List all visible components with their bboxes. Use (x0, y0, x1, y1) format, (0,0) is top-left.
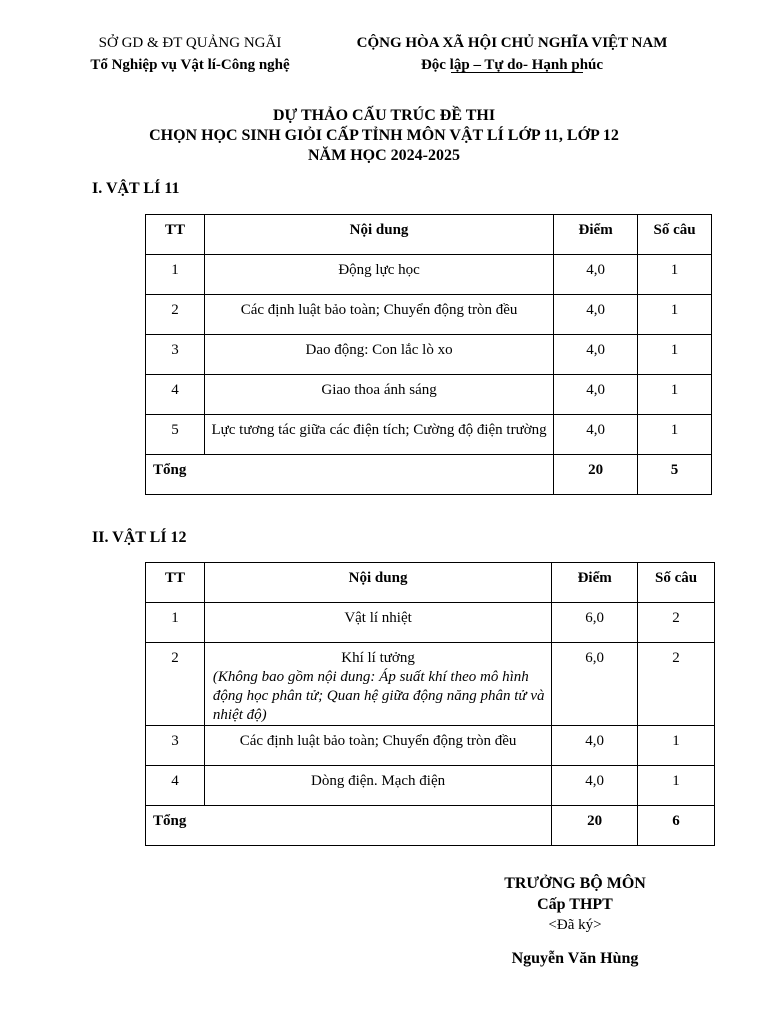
total-score: 20 (552, 806, 638, 846)
row-score: 4,0 (554, 255, 638, 295)
col-tt: TT (146, 563, 205, 603)
row-tt: 2 (146, 295, 205, 335)
row-count: 2 (638, 643, 715, 726)
table-total-row (146, 455, 712, 495)
header-right (322, 32, 702, 76)
table-physics-12 (145, 562, 715, 846)
row-tt: 1 (146, 255, 205, 295)
total-score: 20 (554, 455, 638, 495)
document-title (0, 106, 768, 166)
col-count: Số câu (638, 563, 715, 603)
signature-block (470, 873, 680, 969)
country-name: CỘNG HÒA XÃ HỘI CHỦ NGHĨA VIỆT NAM (356, 35, 668, 51)
row-content: Động lực học (204, 255, 553, 295)
col-content: Nội dung (204, 563, 551, 603)
group-name: Tổ Nghiệp vụ Vật lí-Công nghệ (90, 57, 290, 73)
row-score: 4,0 (554, 375, 638, 415)
table-header-row (146, 563, 715, 603)
row-count: 1 (638, 726, 715, 766)
header-left (60, 32, 320, 76)
row-content-cell (204, 643, 551, 726)
row-count: 1 (638, 255, 712, 295)
table-header-row (146, 215, 712, 255)
col-count: Số câu (638, 215, 712, 255)
row-count: 1 (638, 415, 712, 455)
col-score: Điểm (554, 215, 638, 255)
row-tt: 3 (146, 726, 205, 766)
section-1-heading: I. VẬT LÍ 11 (92, 180, 180, 197)
table-row (146, 726, 715, 766)
row-content: Các định luật bảo toàn; Chuyển động tròn đều (204, 295, 553, 335)
row-content: Vật lí nhiệt (204, 603, 551, 643)
table-row (146, 643, 715, 726)
row-tt: 4 (146, 375, 205, 415)
table-physics-11 (145, 214, 712, 495)
row-score: 4,0 (554, 415, 638, 455)
row-content: Dao động: Con lắc lò xo (204, 335, 553, 375)
table-row (146, 415, 712, 455)
table-total-row (146, 806, 715, 846)
table-row (146, 335, 712, 375)
table-row (146, 375, 712, 415)
motto: Độc lập – Tự do- Hạnh phúc (420, 57, 604, 73)
title-line-3: NĂM HỌC 2024-2025 (308, 147, 460, 164)
signer-level: Cấp THPT (537, 896, 613, 913)
row-count: 2 (638, 603, 715, 643)
signer-name: Nguyễn Văn Hùng (511, 950, 639, 967)
row-score: 4,0 (554, 335, 638, 375)
row-score: 4,0 (552, 766, 638, 806)
title-line-1: DỰ THẢO CẤU TRÚC ĐỀ THI (272, 107, 496, 124)
row-content: Giao thoa ánh sáng (204, 375, 553, 415)
row-score: 4,0 (552, 726, 638, 766)
table-row (146, 603, 715, 643)
signer-title: TRƯỞNG BỘ MÔN (504, 875, 646, 892)
total-label: Tổng (146, 455, 554, 495)
row-count: 1 (638, 375, 712, 415)
col-tt: TT (146, 215, 205, 255)
total-count: 6 (638, 806, 715, 846)
section-2-heading: II. VẬT LÍ 12 (92, 529, 187, 546)
table-row (146, 255, 712, 295)
col-score: Điểm (552, 563, 638, 603)
total-count: 5 (638, 455, 712, 495)
row-note: (Không bao gồm nội dung: Áp suất khí theo mô hình động học phân tử; Quan hệ giữa động năng phân tử và nhiệt độ) (212, 669, 545, 723)
row-tt: 4 (146, 766, 205, 806)
row-tt: 3 (146, 335, 205, 375)
table-row (146, 295, 712, 335)
title-line-2: CHỌN HỌC SINH GIỎI CẤP TỈNH MÔN VẬT LÍ LỚP 11, LỚP 12 (149, 127, 619, 144)
row-tt: 2 (146, 643, 205, 726)
row-score: 4,0 (554, 295, 638, 335)
col-content: Nội dung (204, 215, 553, 255)
department-name: SỞ GD & ĐT QUẢNG NGÃI (98, 35, 282, 51)
row-content: Các định luật bảo toàn; Chuyển động tròn đều (204, 726, 551, 766)
row-content: Khí lí tưởng (341, 650, 415, 666)
row-tt: 5 (146, 415, 205, 455)
row-content: Lực tương tác giữa các điện tích; Cường độ điện trường (204, 415, 553, 455)
motto-underline (451, 72, 583, 73)
total-label: Tổng (146, 806, 552, 846)
table-row (146, 766, 715, 806)
row-count: 1 (638, 766, 715, 806)
row-count: 1 (638, 335, 712, 375)
row-content: Dòng điện. Mạch điện (204, 766, 551, 806)
row-score: 6,0 (552, 643, 638, 726)
row-count: 1 (638, 295, 712, 335)
row-score: 6,0 (552, 603, 638, 643)
signed-mark: <Đã ký> (548, 917, 602, 933)
row-tt: 1 (146, 603, 205, 643)
